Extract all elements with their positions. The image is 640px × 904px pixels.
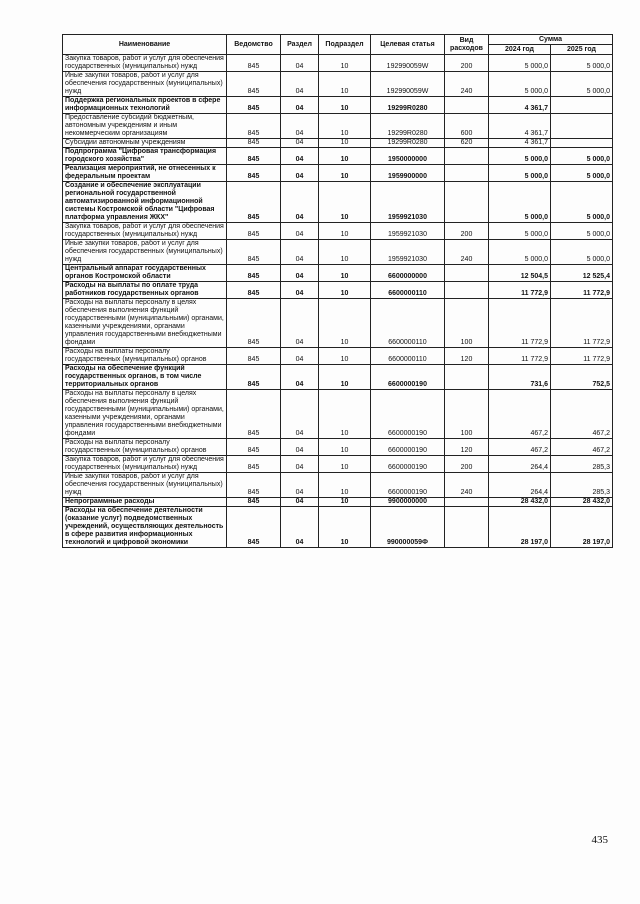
cell-sec: 04 <box>281 97 319 114</box>
cell-name: Иные закупки товаров, работ и услуг для обеспечения государственных (муниципальных) нужд <box>63 72 227 97</box>
table-row <box>63 507 613 548</box>
cell-v2024: 264,4 <box>489 456 551 473</box>
table-row <box>63 72 613 97</box>
cell-v2024: 5 000,0 <box>489 165 551 182</box>
cell-sub: 10 <box>319 165 371 182</box>
table-row <box>63 55 613 72</box>
cell-dept: 845 <box>227 182 281 223</box>
cell-sec: 04 <box>281 473 319 498</box>
cell-dept: 845 <box>227 148 281 165</box>
cell-sec: 04 <box>281 182 319 223</box>
cell-kind: 240 <box>445 473 489 498</box>
cell-sec: 04 <box>281 223 319 240</box>
cell-sub: 10 <box>319 473 371 498</box>
cell-sub: 10 <box>319 299 371 348</box>
cell-target: 1950000000 <box>371 148 445 165</box>
cell-v2024: 11 772,9 <box>489 348 551 365</box>
cell-sec: 04 <box>281 439 319 456</box>
cell-v2024: 4 361,7 <box>489 97 551 114</box>
cell-dept: 845 <box>227 97 281 114</box>
cell-name: Субсидии автономным учреждениям <box>63 139 227 148</box>
cell-name: Расходы на обеспечение деятельности (оказание услуг) подведомственных учреждений, осуществляющих деятельность в сфере развития информационных технологий и цифровой экономики <box>63 507 227 548</box>
cell-dept: 845 <box>227 114 281 139</box>
cell-v2024: 28 432,0 <box>489 498 551 507</box>
cell-dept: 845 <box>227 223 281 240</box>
cell-sec: 04 <box>281 265 319 282</box>
cell-v2025: 5 000,0 <box>551 72 613 97</box>
cell-kind: 200 <box>445 456 489 473</box>
cell-sec: 04 <box>281 139 319 148</box>
cell-target: 1959921030 <box>371 223 445 240</box>
cell-name: Непрограммные расходы <box>63 498 227 507</box>
cell-v2025: 752,5 <box>551 365 613 390</box>
cell-v2025: 5 000,0 <box>551 182 613 223</box>
cell-sec: 04 <box>281 299 319 348</box>
cell-v2025: 12 525,4 <box>551 265 613 282</box>
cell-v2024: 12 504,5 <box>489 265 551 282</box>
cell-kind: 240 <box>445 72 489 97</box>
cell-name: Предоставление субсидий бюджетным, автономным учреждениям и иным некоммерческим организациям <box>63 114 227 139</box>
cell-v2025: 285,3 <box>551 473 613 498</box>
cell-v2024: 28 197,0 <box>489 507 551 548</box>
cell-target: 6600000190 <box>371 456 445 473</box>
cell-sub: 10 <box>319 265 371 282</box>
cell-name: Закупка товаров, работ и услуг для обеспечения государственных (муниципальных) нужд <box>63 456 227 473</box>
table-row <box>63 299 613 348</box>
cell-sub: 10 <box>319 114 371 139</box>
cell-target: 1959921030 <box>371 182 445 223</box>
table-row <box>63 282 613 299</box>
cell-sec: 04 <box>281 240 319 265</box>
header-2025: 2025 год <box>551 45 613 55</box>
cell-sub: 10 <box>319 240 371 265</box>
cell-name: Расходы на выплаты по оплате труда работников государственных органов <box>63 282 227 299</box>
cell-sub: 10 <box>319 390 371 439</box>
cell-name: Расходы на обеспечение функций государственных органов, в том числе территориальных органов <box>63 365 227 390</box>
table-row <box>63 148 613 165</box>
cell-sec: 04 <box>281 72 319 97</box>
table-row <box>63 223 613 240</box>
cell-dept: 845 <box>227 456 281 473</box>
cell-dept: 845 <box>227 498 281 507</box>
cell-sec: 04 <box>281 114 319 139</box>
cell-v2025: 5 000,0 <box>551 165 613 182</box>
header-2024: 2024 год <box>489 45 551 55</box>
table-row <box>63 473 613 498</box>
cell-sub: 10 <box>319 365 371 390</box>
cell-sub: 10 <box>319 97 371 114</box>
cell-v2024: 5 000,0 <box>489 223 551 240</box>
cell-dept: 845 <box>227 299 281 348</box>
budget-table <box>62 34 613 548</box>
table-row <box>63 439 613 456</box>
cell-v2024: 467,2 <box>489 439 551 456</box>
cell-dept: 845 <box>227 55 281 72</box>
cell-v2025: 5 000,0 <box>551 148 613 165</box>
cell-kind: 600 <box>445 114 489 139</box>
cell-sub: 10 <box>319 223 371 240</box>
table-header <box>63 35 613 55</box>
cell-sec: 04 <box>281 282 319 299</box>
cell-kind: 100 <box>445 299 489 348</box>
cell-dept: 845 <box>227 473 281 498</box>
cell-sub: 10 <box>319 55 371 72</box>
cell-v2024: 11 772,9 <box>489 282 551 299</box>
cell-sec: 04 <box>281 390 319 439</box>
cell-dept: 845 <box>227 265 281 282</box>
cell-sub: 10 <box>319 507 371 548</box>
header-section: Раздел <box>281 35 319 55</box>
cell-name: Иные закупки товаров, работ и услуг для обеспечения государственных (муниципальных) нужд <box>63 240 227 265</box>
cell-kind <box>445 97 489 114</box>
cell-v2025: 28 197,0 <box>551 507 613 548</box>
cell-target: 19299R0280 <box>371 97 445 114</box>
cell-v2025 <box>551 114 613 139</box>
cell-target: 1959900000 <box>371 165 445 182</box>
cell-v2024: 731,6 <box>489 365 551 390</box>
cell-sub: 10 <box>319 456 371 473</box>
cell-kind: 200 <box>445 55 489 72</box>
cell-sub: 10 <box>319 72 371 97</box>
cell-name: Расходы на выплаты персоналу в целях обеспечения выполнения функций государственными (муниципальными) органами, казенными учреждениями, органами управления государственными внебюджетными фондами <box>63 390 227 439</box>
table-row <box>63 114 613 139</box>
cell-v2025: 11 772,9 <box>551 348 613 365</box>
cell-dept: 845 <box>227 139 281 148</box>
header-kind: Вид расходов <box>445 35 489 55</box>
cell-sec: 04 <box>281 456 319 473</box>
table-row <box>63 390 613 439</box>
table-row <box>63 348 613 365</box>
cell-v2025: 285,3 <box>551 456 613 473</box>
cell-sub: 10 <box>319 148 371 165</box>
cell-target: 6600000110 <box>371 348 445 365</box>
cell-dept: 845 <box>227 365 281 390</box>
table-row <box>63 97 613 114</box>
cell-target: 6600000190 <box>371 473 445 498</box>
header-name: Наименование <box>63 35 227 55</box>
page-number: 435 <box>591 834 608 846</box>
cell-kind <box>445 365 489 390</box>
table-row <box>63 265 613 282</box>
cell-dept: 845 <box>227 240 281 265</box>
cell-name: Центральный аппарат государственных органов Костромской области <box>63 265 227 282</box>
cell-target: 19299R0280 <box>371 114 445 139</box>
cell-target: 6600000110 <box>371 299 445 348</box>
cell-kind: 200 <box>445 223 489 240</box>
cell-v2024: 5 000,0 <box>489 55 551 72</box>
table-row <box>63 498 613 507</box>
cell-sub: 10 <box>319 498 371 507</box>
table-row <box>63 139 613 148</box>
cell-target: 6600000190 <box>371 365 445 390</box>
cell-v2024: 4 361,7 <box>489 114 551 139</box>
table-row <box>63 240 613 265</box>
cell-dept: 845 <box>227 165 281 182</box>
cell-name: Расходы на выплаты персоналу в целях обеспечения выполнения функций государственными (муниципальными) органами, казенными учреждениями, органами управления государственными внебюджетными фондами <box>63 299 227 348</box>
cell-sec: 04 <box>281 55 319 72</box>
cell-kind <box>445 148 489 165</box>
cell-target: 6600000190 <box>371 390 445 439</box>
cell-v2025: 11 772,9 <box>551 299 613 348</box>
cell-dept: 845 <box>227 439 281 456</box>
cell-sec: 04 <box>281 165 319 182</box>
cell-v2025: 5 000,0 <box>551 55 613 72</box>
header-sum: Сумма <box>489 35 613 45</box>
cell-kind: 240 <box>445 240 489 265</box>
cell-v2025: 5 000,0 <box>551 240 613 265</box>
cell-sub: 10 <box>319 348 371 365</box>
cell-target: 9900000000 <box>371 498 445 507</box>
cell-name: Создание и обеспечение эксплуатации региональной государственной автоматизированной информационной системы Костромской области "Цифровая платформа управления ЖКХ" <box>63 182 227 223</box>
cell-v2025: 5 000,0 <box>551 223 613 240</box>
cell-kind: 100 <box>445 390 489 439</box>
cell-v2025 <box>551 139 613 148</box>
cell-v2024: 5 000,0 <box>489 240 551 265</box>
cell-v2024: 264,4 <box>489 473 551 498</box>
cell-kind: 120 <box>445 348 489 365</box>
cell-sec: 04 <box>281 148 319 165</box>
cell-v2024: 11 772,9 <box>489 299 551 348</box>
cell-v2024: 5 000,0 <box>489 182 551 223</box>
cell-dept: 845 <box>227 72 281 97</box>
cell-name: Иные закупки товаров, работ и услуг для обеспечения государственных (муниципальных) нужд <box>63 473 227 498</box>
cell-target: 6600000000 <box>371 265 445 282</box>
cell-v2025: 28 432,0 <box>551 498 613 507</box>
cell-name: Подпрограмма "Цифровая трансформация городского хозяйства" <box>63 148 227 165</box>
cell-target: 990000059Ф <box>371 507 445 548</box>
cell-name: Поддержка региональных проектов в сфере информационных технологий <box>63 97 227 114</box>
cell-sub: 10 <box>319 139 371 148</box>
cell-name: Закупка товаров, работ и услуг для обеспечения государственных (муниципальных) нужд <box>63 223 227 240</box>
cell-v2025 <box>551 97 613 114</box>
cell-sub: 10 <box>319 282 371 299</box>
cell-kind <box>445 507 489 548</box>
cell-v2025: 467,2 <box>551 390 613 439</box>
cell-v2025: 11 772,9 <box>551 282 613 299</box>
cell-sub: 10 <box>319 439 371 456</box>
cell-target: 19299R0280 <box>371 139 445 148</box>
cell-name: Реализация мероприятий, не отнесенных к федеральным проектам <box>63 165 227 182</box>
cell-target: 1959921030 <box>371 240 445 265</box>
cell-v2025: 467,2 <box>551 439 613 456</box>
cell-sec: 04 <box>281 507 319 548</box>
table-row <box>63 182 613 223</box>
cell-v2024: 467,2 <box>489 390 551 439</box>
cell-sub: 10 <box>319 182 371 223</box>
table-row <box>63 365 613 390</box>
header-target: Целевая статья <box>371 35 445 55</box>
cell-target: 6600000190 <box>371 439 445 456</box>
cell-name: Закупка товаров, работ и услуг для обеспечения государственных (муниципальных) нужд <box>63 55 227 72</box>
cell-sec: 04 <box>281 498 319 507</box>
cell-dept: 845 <box>227 507 281 548</box>
cell-v2024: 4 361,7 <box>489 139 551 148</box>
cell-target: 192990059W <box>371 55 445 72</box>
cell-name: Расходы на выплаты персоналу государственных (муниципальных) органов <box>63 348 227 365</box>
cell-kind <box>445 282 489 299</box>
cell-target: 6600000110 <box>371 282 445 299</box>
cell-v2024: 5 000,0 <box>489 148 551 165</box>
cell-dept: 845 <box>227 390 281 439</box>
cell-sec: 04 <box>281 365 319 390</box>
cell-dept: 845 <box>227 282 281 299</box>
cell-kind: 120 <box>445 439 489 456</box>
cell-dept: 845 <box>227 348 281 365</box>
cell-kind <box>445 182 489 223</box>
cell-sec: 04 <box>281 348 319 365</box>
cell-target: 192990059W <box>371 72 445 97</box>
header-subsection: Подраздел <box>319 35 371 55</box>
header-dept: Ведомство <box>227 35 281 55</box>
cell-kind: 620 <box>445 139 489 148</box>
table-row <box>63 456 613 473</box>
cell-v2024: 5 000,0 <box>489 72 551 97</box>
cell-kind <box>445 165 489 182</box>
cell-name: Расходы на выплаты персоналу государственных (муниципальных) органов <box>63 439 227 456</box>
cell-kind <box>445 498 489 507</box>
table-row <box>63 165 613 182</box>
table-body <box>63 55 613 548</box>
cell-kind <box>445 265 489 282</box>
